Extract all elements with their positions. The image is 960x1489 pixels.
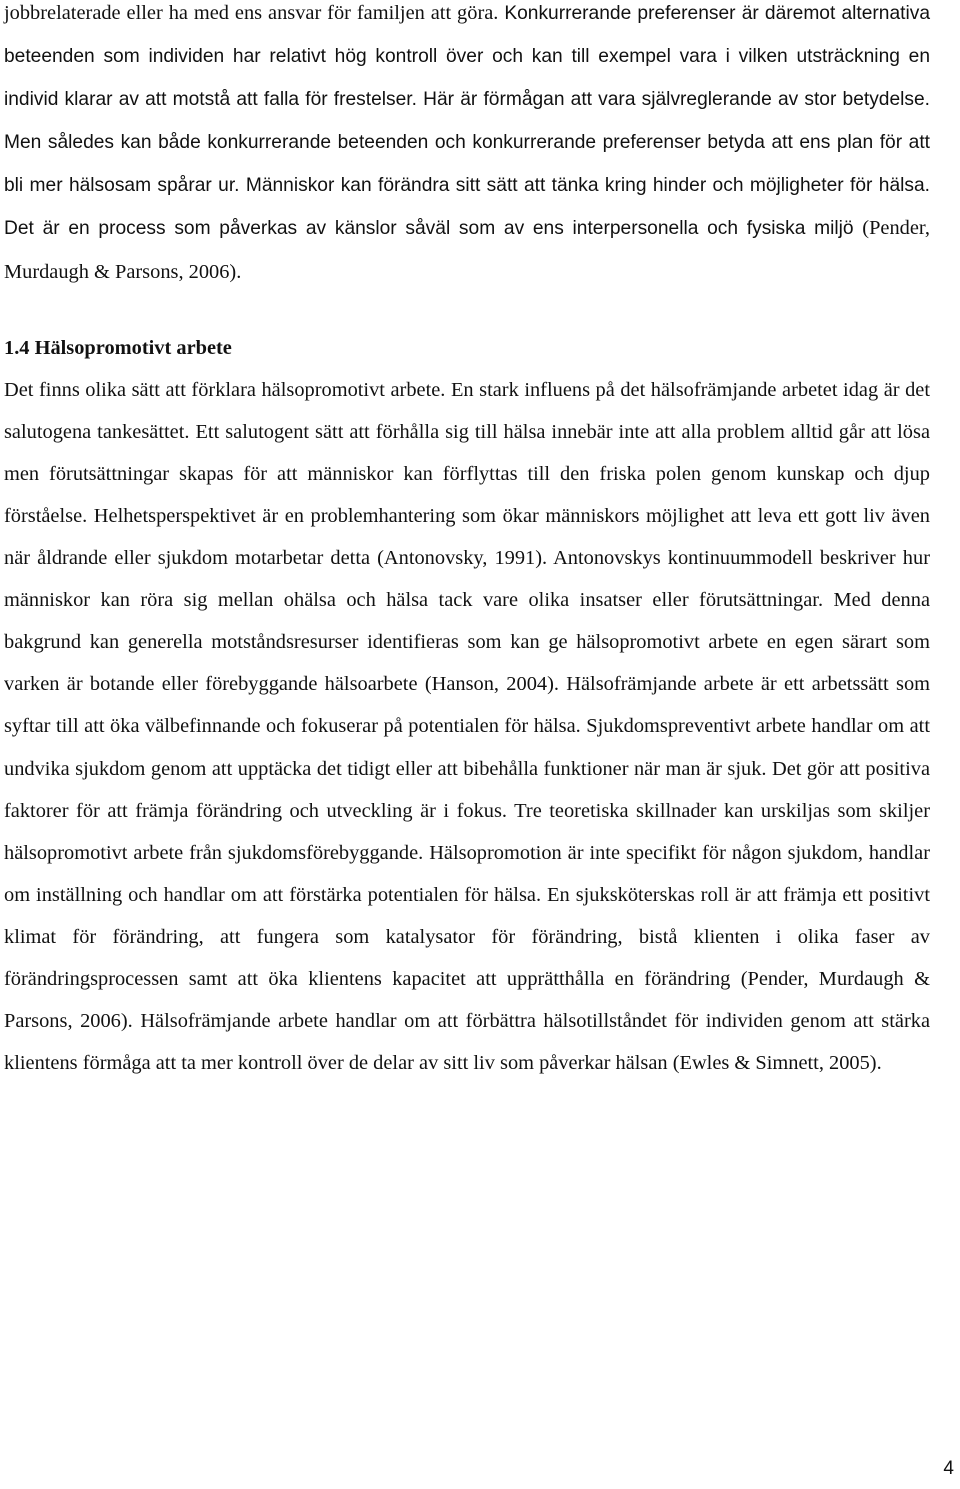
paragraph-preferences-start: jobbrelaterade eller ha med ens ansvar för familjen att göra. [4,2,505,24]
document-page [4,0,930,1084]
section-heading: 1.4 Hälsopromotivt arbete [4,336,232,359]
paragraph-preferences-sans-text: Konkurrerande preferenser är däremot alternativa beteenden som individen har relativt hög kontroll över och kan till exempel vara i vilken utsträckning en individ klarar av att motstå att falla för frestelser. Här är förmågan att vara självreglerande av stor betydelse. Men således kan både konkurrerande beteenden och konkurrerande preferenser betyda att ens plan för att bli mer hälsosam spårar ur. Människor kan förändra sitt sätt att tänka kring hinder och möjligheter för hälsa. Det är en process som påverkas av känslor såväl som av ens interpersonella och fysiska miljö [4,3,930,240]
paragraph-preferences [4,0,930,293]
paragraph-preferences-citation: (Pender, Murdaugh & Parsons, 2006). [4,217,930,283]
paragraph-health-promotion: Det finns olika sätt att förklara hälsopromotivt arbete. En stark influens på det hälsofrämjande arbetet idag är det salutogena tankesättet. Ett salutogent sätt att förhålla sig till hälsa innebär inte att alla problem alltid går att lösa men förutsättningar skapas för att människor kan förflyttas till den friska polen genom kunskap och djup förståelse. Helhetsperspektivet är en problemhantering som ökar människors möjlighet att leva ett gott liv även när åldrande eller sjukdom motarbetar detta (Antonovsky, 1991). Antonovskys kontinuummodell beskriver hur människor kan röra sig mellan ohälsa och hälsa tack vare olika insatser eller förutsättningar. Med denna bakgrund kan generella motståndsresurser identifieras som kan ge hälsopromotivt arbete en egen särart som varken är botande eller förebyggande hälsoarbete (Hanson, 2004). Hälsofrämjande arbete är ett arbetssätt som syftar till att öka välbefinnande och fokuserar på potentialen för hälsa. Sjukdomspreventivt arbete handlar om att undvika sjukdom genom att upptäcka det tidigt eller att bibehålla funktioner när man är sjuk. Det gör att positiva faktorer för att främja förändring och utveckling är i fokus. Tre teoretiska skillnader kan urskiljas som skiljer hälsopromotivt arbete från sjukdomsförebyggande. Hälsopromotion är inte specifikt för någon sjukdom, handlar om inställning och handlar om att förstärka potentialen för hälsa. En sjuksköterskas roll är att främja ett positivt klimat för förändring, att fungera som katalysator för förändring, bistå klienten i olika faser av förändringsprocessen samt att öka klientens kapacitet att upprätthålla en förändring (Pender, Murdaugh & Parsons, 2006). Hälsofrämjande arbete handlar om att förbättra hälsotillståndet för individen genom att stärka klientens förmåga att ta mer kontroll över de delar av sitt liv som påverkar hälsan (Ewles & Simnett, 2005). [4,378,930,1075]
page-number: 4 [943,1458,954,1479]
